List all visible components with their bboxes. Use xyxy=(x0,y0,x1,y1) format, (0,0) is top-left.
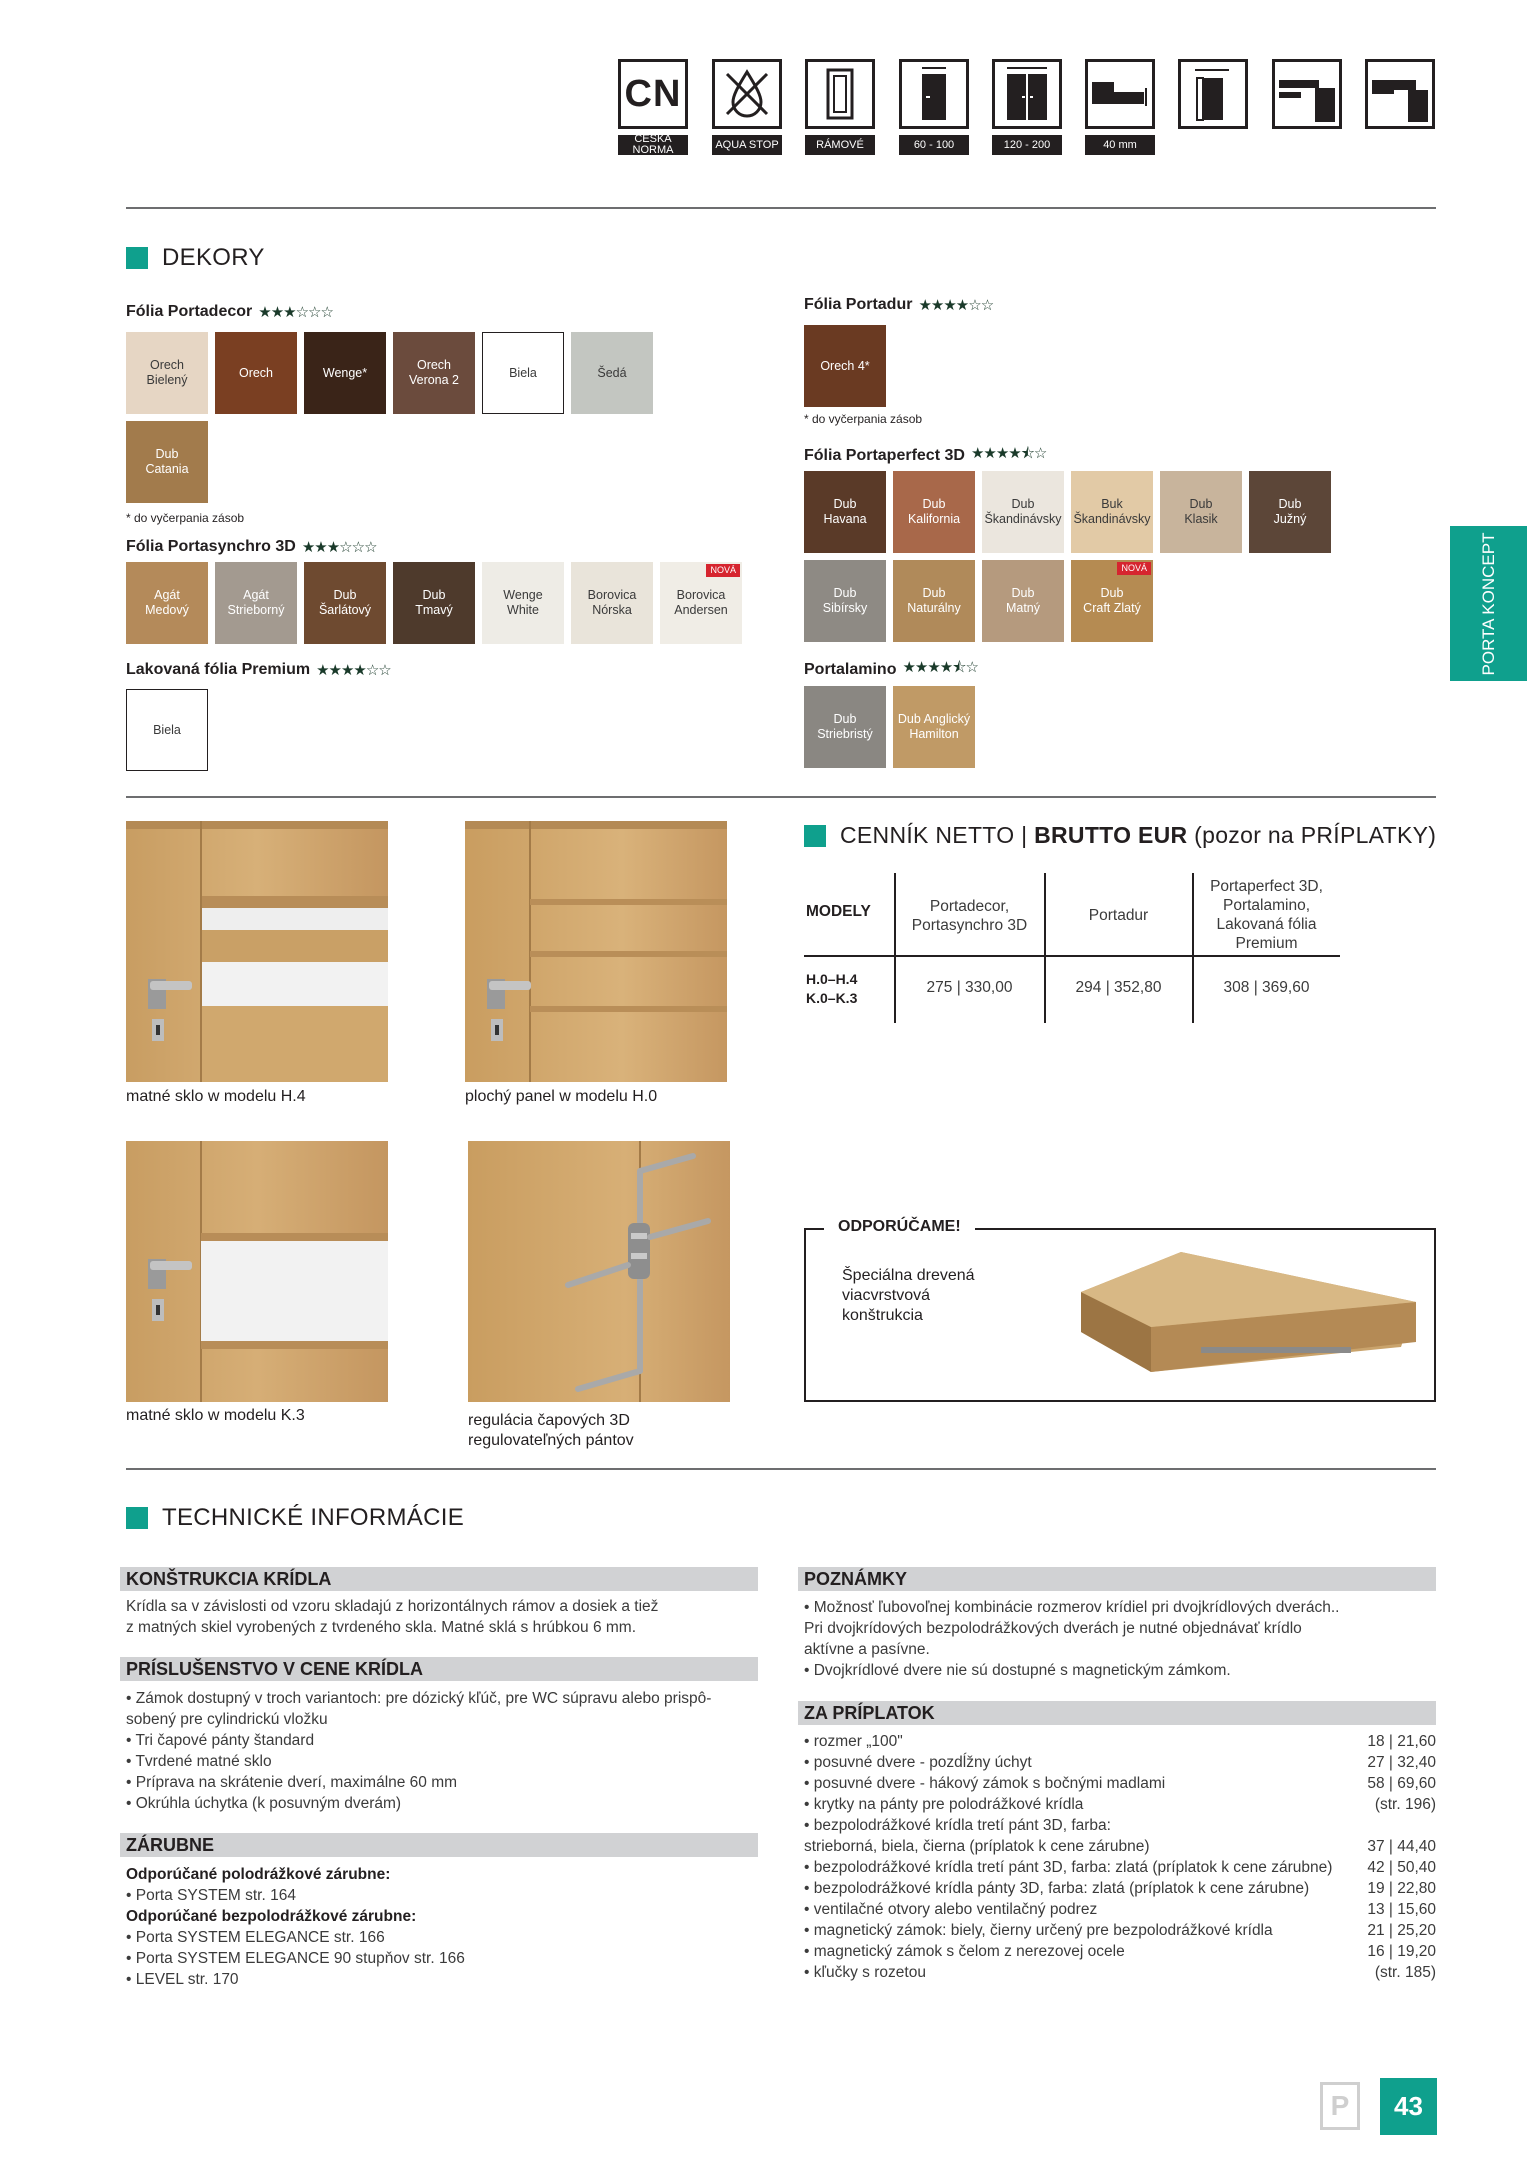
surcharge-price: 21 | 25,20 xyxy=(1367,1922,1436,1939)
decor-swatch xyxy=(982,471,1064,553)
decor-swatch-label: Wenge White xyxy=(503,588,543,617)
decor-swatch xyxy=(1071,560,1153,642)
feature-label: 40 mm xyxy=(1085,135,1155,155)
prislusenstvo-title: PRÍSLUŠENSTVO V CENE KRÍDLA xyxy=(120,1657,758,1681)
door-thickness-icon xyxy=(1085,59,1155,129)
decor-swatch-label: Buk Škandinávsky xyxy=(1073,497,1151,526)
decor-swatch xyxy=(1249,471,1331,553)
list-item: • LEVEL str. 170 xyxy=(126,1971,239,1988)
surcharge-row xyxy=(804,1878,1436,1899)
surcharge-label: strieborná, biela, čierna (príplatok k cene zárubne) xyxy=(804,1838,1150,1855)
double-door-icon xyxy=(992,59,1062,129)
surcharge-label: • ventilačné otvory alebo ventilačný podrez xyxy=(804,1901,1098,1918)
price-table xyxy=(804,873,1340,1023)
rating-stars-icon: ★★★★⯪☆ xyxy=(902,659,978,676)
photo-caption: matné sklo w modelu H.4 xyxy=(126,1088,306,1105)
decor-group-title: Portalamino xyxy=(804,660,897,678)
row-models: H.0–H.4 K.0–K.3 xyxy=(806,971,858,1006)
aqua-stop-icon xyxy=(712,59,782,129)
decor-swatch xyxy=(893,686,975,768)
group-portadur xyxy=(804,296,993,314)
decor-swatch xyxy=(126,332,208,414)
konstrukcia-title: KONŠTRUKCIA KRÍDLA xyxy=(120,1567,758,1591)
decor-group-title: Fólia Portaperfect 3D xyxy=(804,446,965,464)
decor-swatch-label: Borovica Andersen xyxy=(674,588,728,617)
decor-swatch-label: Dub Šarlátový xyxy=(318,588,372,617)
flush-door-icon xyxy=(1365,59,1435,129)
surcharge-row xyxy=(804,1899,1436,1920)
pricing-heading-tail: (pozor na PRÍPLATKY) xyxy=(1194,822,1437,848)
surcharge-label: • krytky na pánty pre polodrážkové krídla xyxy=(804,1796,1084,1813)
photo-caption: plochý panel w modelu H.0 xyxy=(465,1088,658,1105)
surcharge-row xyxy=(804,1836,1436,1857)
surcharge-label: • bezpolodrážkové krídla tretí pánt 3D, farba: zlatá (príplatok k cene zárubne) xyxy=(804,1859,1333,1876)
surcharge-row xyxy=(804,1752,1436,1773)
priplatok-title: ZA PRÍPLATOK xyxy=(798,1701,1436,1725)
section-title: DEKORY xyxy=(162,244,265,271)
price-cell: 294 | 352,80 xyxy=(1075,979,1162,996)
decor-swatch-label: Dub Craft Zlatý xyxy=(1083,586,1141,615)
surcharge-row xyxy=(804,1773,1436,1794)
decor-swatch-label: Orech xyxy=(238,365,274,380)
decor-swatch-label: Dub Striebristý xyxy=(817,712,873,741)
pricing-heading-bold: BRUTTO EUR xyxy=(1034,822,1188,848)
feature-label: 120 - 200 xyxy=(992,135,1062,155)
zarubne-title: ZÁRUBNE xyxy=(120,1833,758,1857)
decor-swatch xyxy=(1071,471,1153,553)
porta-logo-icon: P xyxy=(1320,2082,1360,2130)
decor-swatch xyxy=(804,325,886,407)
pricing-heading-normal: CENNÍK NETTO | xyxy=(840,822,1028,848)
list-item: • Porta SYSTEM str. 164 xyxy=(126,1887,296,1904)
decor-group-title: Fólia Portadur xyxy=(804,296,913,313)
footnote: * do vyčerpania zásob xyxy=(126,511,245,525)
surcharge-row xyxy=(804,1731,1436,1752)
list-item: • Okrúhla úchytka (k posuvným dverám) xyxy=(126,1795,402,1812)
group-portaperfect xyxy=(804,443,1046,468)
new-badge: NOVÁ xyxy=(706,564,740,577)
page-number: 43 xyxy=(1380,2078,1437,2135)
decor-swatch xyxy=(982,560,1064,642)
group-portadecor xyxy=(126,303,333,321)
surcharge-price: 58 | 69,60 xyxy=(1367,1775,1436,1792)
list-item: • Tvrdené matné sklo xyxy=(126,1753,272,1770)
decor-swatch-label: Dub Južný xyxy=(1273,497,1307,526)
feature-label: ČESKÁ NORMA xyxy=(618,135,688,155)
divider xyxy=(126,796,1436,798)
list-item: • Možnosť ľubovoľnej kombinácie rozmerov krídiel pri dvojkrídlových dverách.. Pri dvojkrídových bezpolodrážkových dverách je nutné objednávať krídlo aktívne a pasívne. xyxy=(804,1599,1340,1658)
decor-swatch xyxy=(393,332,475,414)
list-item: • Zámok dostupný v troch variantoch: pre dózický kľúč, pre WC súpravu alebo prispô- sobený pre cylindrickú vložku xyxy=(126,1690,712,1728)
decor-swatch xyxy=(126,562,208,644)
decor-swatch xyxy=(1160,471,1242,553)
surcharge-label: • posuvné dvere - hákový zámok s bočnými madlami xyxy=(804,1775,1166,1792)
surcharge-price: 37 | 44,40 xyxy=(1367,1838,1436,1855)
decor-swatch xyxy=(482,562,564,644)
group-lakovana xyxy=(126,661,391,679)
hinge-photo xyxy=(468,1141,730,1402)
price-cell: 275 | 330,00 xyxy=(926,979,1013,996)
decor-swatch-label: Dub Škandinávsky xyxy=(984,497,1062,526)
decor-swatch-label: Biela xyxy=(509,365,537,380)
zarubne-list xyxy=(126,1864,465,1990)
decor-swatch xyxy=(482,332,564,414)
decor-swatch-label: Borovica Nórska xyxy=(587,588,637,617)
rating-stars-icon: ★★★★⯪☆ xyxy=(970,445,1047,462)
surcharge-label: • posuvné dvere - pozdĺžny úchyt xyxy=(804,1754,1032,1771)
photo-caption: matné sklo w modelu K.3 xyxy=(126,1407,305,1424)
footnote: * do vyčerpania zásob xyxy=(804,412,923,426)
wood-layer-image xyxy=(1071,1252,1416,1382)
list-item: • Príprava na skrátenie dverí, maximálne 60 mm xyxy=(126,1774,458,1791)
prislusenstvo-list xyxy=(126,1688,766,1814)
decor-swatch xyxy=(804,686,886,768)
surcharge-row xyxy=(804,1794,1436,1815)
section-title: TECHNICKÉ INFORMÁCIE xyxy=(162,1504,465,1531)
col-header: Portadecor, Portasynchro 3D xyxy=(911,898,1028,934)
surcharge-price: 27 | 32,40 xyxy=(1367,1754,1436,1771)
surcharge-label: • magnetický zámok s čelom z nerezovej ocele xyxy=(804,1943,1125,1960)
recommend-title: ODPORÚČAME! xyxy=(824,1218,975,1236)
recommend-text: Špeciálna drevená viacvrstvová konštrukcia xyxy=(842,1267,975,1324)
table-rule xyxy=(1044,873,1046,1023)
surcharge-label: • magnetický zámok: biely, čierny určený pre bezpolodrážkové krídla xyxy=(804,1922,1273,1939)
feature-label: AQUA STOP xyxy=(712,135,782,155)
surcharge-row xyxy=(804,1815,1436,1836)
decor-swatch xyxy=(571,562,653,644)
surcharge-price: 13 | 15,60 xyxy=(1367,1901,1436,1918)
table-rule xyxy=(894,873,896,1023)
decor-swatch xyxy=(893,471,975,553)
surcharge-price: 18 | 21,60 xyxy=(1367,1733,1436,1750)
col-header: Portadur xyxy=(1088,907,1149,924)
decor-swatch xyxy=(304,332,386,414)
side-tab xyxy=(1450,526,1527,681)
priplatok-list xyxy=(804,1731,1436,1983)
door-photo-k3 xyxy=(126,1141,388,1402)
decor-swatch-label: Agát Medový xyxy=(145,588,189,617)
decor-swatch-label: Dub Matný xyxy=(1005,586,1041,615)
recommend-box xyxy=(804,1218,1436,1402)
surcharge-label: • bezpolodrážkové krídla tretí pánt 3D, farba: xyxy=(804,1817,1111,1834)
new-badge: NOVÁ xyxy=(1117,562,1151,575)
decor-swatch xyxy=(126,689,208,771)
rebated-door-icon xyxy=(1272,59,1342,129)
decor-swatch-label: Orech 4* xyxy=(820,358,870,373)
section-square-icon xyxy=(804,825,826,847)
group-portalamino xyxy=(804,657,978,682)
decor-swatch-label: Biela xyxy=(153,722,181,737)
door-photo-h0 xyxy=(465,821,727,1082)
section-square-icon xyxy=(126,1507,148,1529)
decor-swatch xyxy=(804,560,886,642)
list-item: • Dvojkrídlové dvere nie sú dostupné s magnetickým zámkom. xyxy=(804,1662,1231,1679)
door-photo-h4 xyxy=(126,821,388,1082)
section-dekory xyxy=(126,244,265,272)
table-rule xyxy=(804,955,1340,957)
rating-stars-icon: ★★★★☆☆ xyxy=(316,662,391,679)
list-item: Odporúčané bezpolodrážkové zárubne: xyxy=(126,1908,417,1925)
decor-group-title: Lakovaná fólia Premium xyxy=(126,661,311,678)
surcharge-label: • kľučky s rozetou xyxy=(804,1964,926,1981)
decor-swatch xyxy=(215,332,297,414)
decor-swatch-label: Dub Naturálny xyxy=(907,586,961,615)
decor-swatch xyxy=(304,562,386,644)
surcharge-row xyxy=(804,1941,1436,1962)
decor-swatch xyxy=(393,562,475,644)
photo-caption: regulácia čapových 3D regulovateľných pántov xyxy=(468,1412,634,1449)
decor-swatch-label: Dub Havana xyxy=(823,497,867,526)
poznamky-title: POZNÁMKY xyxy=(798,1567,1436,1591)
list-item: • Tri čapové pánty štandard xyxy=(126,1732,315,1749)
decor-swatch-label: Dub Sibírsky xyxy=(822,586,868,615)
decor-swatch-label: Dub Klasik xyxy=(1184,497,1218,526)
divider xyxy=(126,1468,1436,1470)
list-item: • Porta SYSTEM ELEGANCE str. 166 xyxy=(126,1929,385,1946)
poznamky-list xyxy=(804,1597,1436,1681)
decor-group-title: Fólia Portadecor xyxy=(126,303,253,320)
list-item: • Porta SYSTEM ELEGANCE 90 stupňov str. 166 xyxy=(126,1950,465,1967)
decor-swatch-label: Dub Catania xyxy=(145,447,189,476)
price-cell: 308 | 369,60 xyxy=(1223,979,1310,996)
door-width-icon xyxy=(1178,59,1248,129)
list-item: Odporúčané polodrážkové zárubne: xyxy=(126,1866,391,1883)
section-pricing xyxy=(804,822,1436,849)
surcharge-label: • rozmer „100" xyxy=(804,1733,903,1750)
surcharge-price: (str. 196) xyxy=(1374,1796,1436,1813)
surcharge-row xyxy=(804,1857,1436,1878)
feature-label: RÁMOVÉ xyxy=(805,135,875,155)
decor-swatch-label: Dub Anglický Hamilton xyxy=(897,712,971,741)
frame-door-icon xyxy=(805,59,875,129)
konstrukcia-text: Krídla sa v závislosti od vzoru skladajú z horizontálnych rámov a dosiek a tiež z matných skiel vyrobených z tvrdeného skla. Matné sklá s hrúbkou 6 mm. xyxy=(126,1598,659,1636)
surcharge-price: (str. 185) xyxy=(1374,1964,1436,1981)
surcharge-label: • bezpolodrážkové krídla pánty 3D, farba: zlatá (príplatok k cene zárubne) xyxy=(804,1880,1310,1897)
decor-swatch-label: Agát Strieborný xyxy=(227,588,285,617)
section-square-icon xyxy=(126,247,148,269)
feature-label: 60 - 100 xyxy=(899,135,969,155)
decor-group-title: Fólia Portasynchro 3D xyxy=(126,538,296,555)
decor-swatch xyxy=(215,562,297,644)
surcharge-row xyxy=(804,1920,1436,1941)
surcharge-row xyxy=(804,1962,1436,1983)
decor-swatch-label: Orech Verona 2 xyxy=(408,358,460,387)
col-header: Portaperfect 3D, Portalamino, Lakovaná fólia Premium xyxy=(1210,878,1323,952)
cn-icon: CN xyxy=(618,59,688,129)
decor-swatch xyxy=(126,421,208,503)
surcharge-price: 42 | 50,40 xyxy=(1367,1859,1436,1876)
rating-stars-icon: ★★★☆☆☆ xyxy=(301,539,377,556)
surcharge-price: 16 | 19,20 xyxy=(1367,1943,1436,1960)
decor-swatch-label: Šedá xyxy=(597,365,627,380)
decor-swatch-label: Orech Bielený xyxy=(146,358,188,387)
decor-swatch-label: Dub Tmavý xyxy=(415,588,453,617)
decor-swatch-label: Dub Kalifornia xyxy=(907,497,961,526)
divider xyxy=(126,207,1436,209)
single-door-icon xyxy=(899,59,969,129)
surcharge-price: 19 | 22,80 xyxy=(1367,1880,1436,1897)
group-portasynchro xyxy=(126,538,377,556)
decor-swatch xyxy=(660,562,742,644)
section-tech xyxy=(126,1504,464,1532)
rating-stars-icon: ★★★☆☆☆ xyxy=(258,304,333,321)
col-header-models: MODELY xyxy=(806,903,871,920)
decor-swatch xyxy=(571,332,653,414)
decor-swatch-label: Wenge* xyxy=(322,365,368,380)
rating-stars-icon: ★★★★☆☆ xyxy=(918,297,994,314)
decor-swatch xyxy=(893,560,975,642)
decor-swatch xyxy=(804,471,886,553)
side-tab-label: PORTA KONCEPT xyxy=(1478,532,1498,675)
